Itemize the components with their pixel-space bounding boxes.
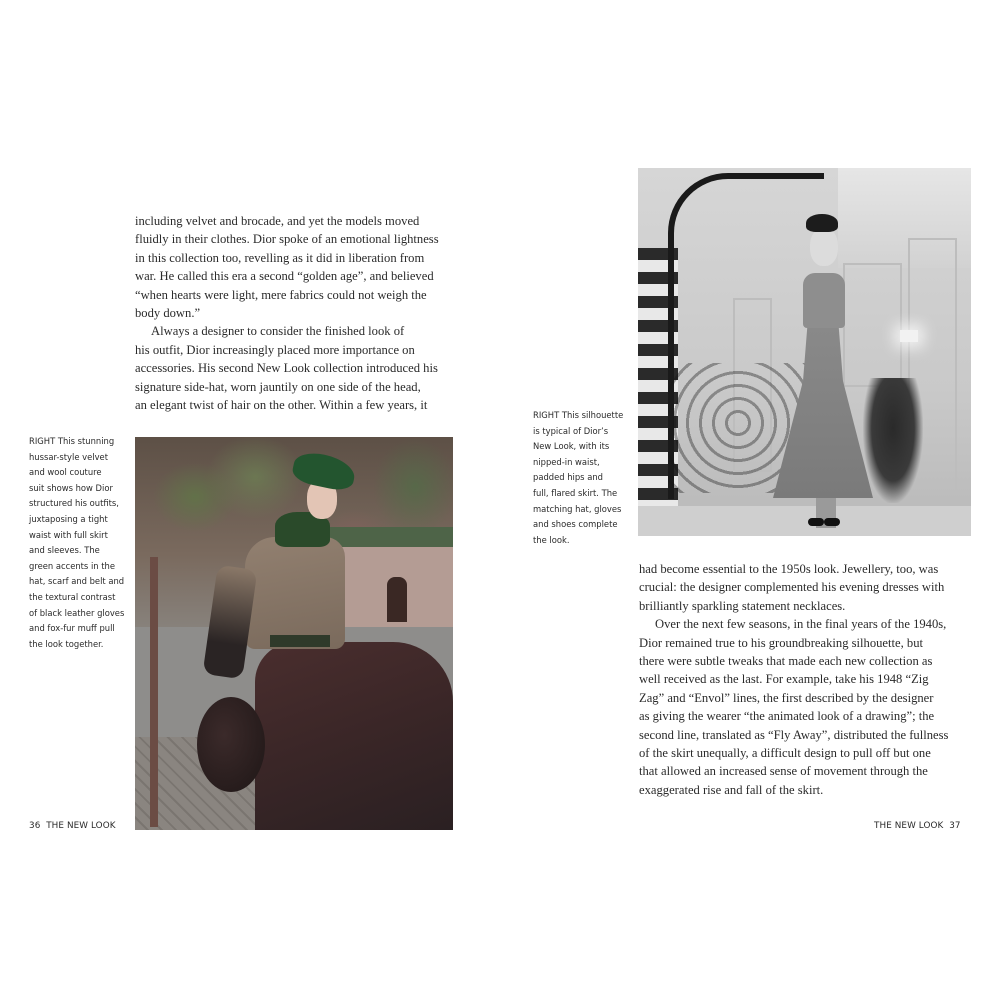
text-line: Dior remained true to his groundbreaking silhouette, but xyxy=(639,635,923,650)
text-line: war. He called this era a second “golden age”, and believed xyxy=(135,269,434,284)
text-line: in this collection too, revelling as it did in liberation from xyxy=(135,250,425,265)
text-line: Over the next few seasons, in the final years of the 1940s, xyxy=(655,617,947,632)
text-line: Always a designer to consider the finished look of xyxy=(151,324,405,339)
caption-line: New Look, with its xyxy=(533,441,610,452)
caption-line: and fox-fur muff pull xyxy=(29,623,115,634)
text-line: crucial: the designer complemented his evening dresses with xyxy=(639,580,945,595)
caption-line: RIGHT This stunning xyxy=(29,436,115,446)
text-line: body down.” xyxy=(135,306,201,321)
right-photo-caption xyxy=(533,408,623,548)
text-line: accessories. His second New Look collection introduced his xyxy=(135,361,438,376)
text-line: that allowed an increased sense of movement through the xyxy=(639,764,928,779)
caption-line: matching hat, gloves xyxy=(533,503,622,514)
caption-line: the look together. xyxy=(29,638,104,649)
caption-line: RIGHT This silhouette xyxy=(533,410,624,420)
running-head: THE NEW LOOK xyxy=(874,821,944,831)
caption-line: hat, scarf and belt and xyxy=(29,576,125,587)
fashion-photo-color xyxy=(135,437,453,830)
caption-line: and wool couture xyxy=(29,467,102,478)
photo-palm-plant xyxy=(863,378,923,503)
photo-hat xyxy=(806,214,838,232)
caption-line: waist with full skirt xyxy=(29,529,108,540)
text-line: his outfit, Dior increasingly placed more importance on xyxy=(135,342,415,357)
photo-face xyxy=(810,228,838,266)
caption-line: is typical of Dior’s xyxy=(533,425,609,436)
photo-shoe xyxy=(824,518,840,526)
text-line: including velvet and brocade, and yet the models moved xyxy=(135,214,420,228)
left-body-text xyxy=(135,212,439,414)
running-head: THE NEW LOOK xyxy=(46,821,116,831)
caption-line: full, flared skirt. The xyxy=(533,487,618,498)
caption-line: and sleeves. The xyxy=(29,545,100,556)
caption-line: structured his outfits, xyxy=(29,498,119,509)
page-number: 37 xyxy=(949,821,961,831)
photo-skirt xyxy=(255,642,453,830)
text-line: well received as the last. For example, take his 1948 “Zig xyxy=(639,672,929,687)
text-line: signature side-hat, worn jauntily on one side of the head, xyxy=(135,379,421,394)
text-line: Zag” and “Envol” lines, the first described by the designer xyxy=(639,690,934,705)
left-folio xyxy=(29,821,116,831)
right-folio xyxy=(874,821,961,831)
caption-line: the textural contrast xyxy=(29,591,116,602)
caption-line: green accents in the xyxy=(29,560,116,571)
text-line: of the skirt unequally, a difficult design to pull off but one xyxy=(639,746,931,761)
page-number: 36 xyxy=(29,821,41,831)
photo-jacket xyxy=(245,537,345,649)
caption-line: the look. xyxy=(533,534,570,545)
text-line: second line, translated as “Fly Away”, distributed the fullness xyxy=(639,727,949,742)
text-line: an elegant twist of hair on the other. Within a few years, it xyxy=(135,398,428,413)
photo-jacket xyxy=(803,273,845,328)
text-line: brilliantly sparkling statement necklaces. xyxy=(639,598,846,613)
caption-line: juxtaposing a tight xyxy=(29,513,108,524)
caption-line: padded hips and xyxy=(533,472,603,483)
text-line: had become essential to the 1950s look. Jewellery, too, was xyxy=(639,562,939,576)
right-body-text xyxy=(639,560,948,799)
fashion-photo-bw xyxy=(638,168,971,536)
text-line: exaggerated rise and fall of the skirt. xyxy=(639,782,824,797)
caption-line: hussar-style velvet xyxy=(29,451,108,462)
text-line: as giving the wearer “the animated look of a drawing”; the xyxy=(639,709,935,724)
left-photo-caption xyxy=(29,434,124,652)
photo-shoe xyxy=(808,518,824,526)
photo-belt xyxy=(270,635,330,647)
caption-line: of black leather gloves xyxy=(29,607,125,618)
photo-wall-lamp xyxy=(900,330,918,342)
photo-wall-panel xyxy=(843,263,902,387)
text-line: there were subtle tweaks that made each new collection as xyxy=(639,654,933,669)
caption-line: suit shows how Dior xyxy=(29,482,113,493)
photo-fur-muff xyxy=(197,697,265,792)
photo-floor xyxy=(638,506,971,536)
caption-line: nipped-in waist, xyxy=(533,456,600,467)
text-line: “when hearts were light, mere fabrics could not weigh the xyxy=(135,287,427,302)
text-line: fluidly in their clothes. Dior spoke of an emotional lightness xyxy=(135,232,439,247)
photo-pole xyxy=(150,557,158,827)
photo-door xyxy=(387,577,407,622)
caption-line: and shoes complete xyxy=(533,519,618,530)
